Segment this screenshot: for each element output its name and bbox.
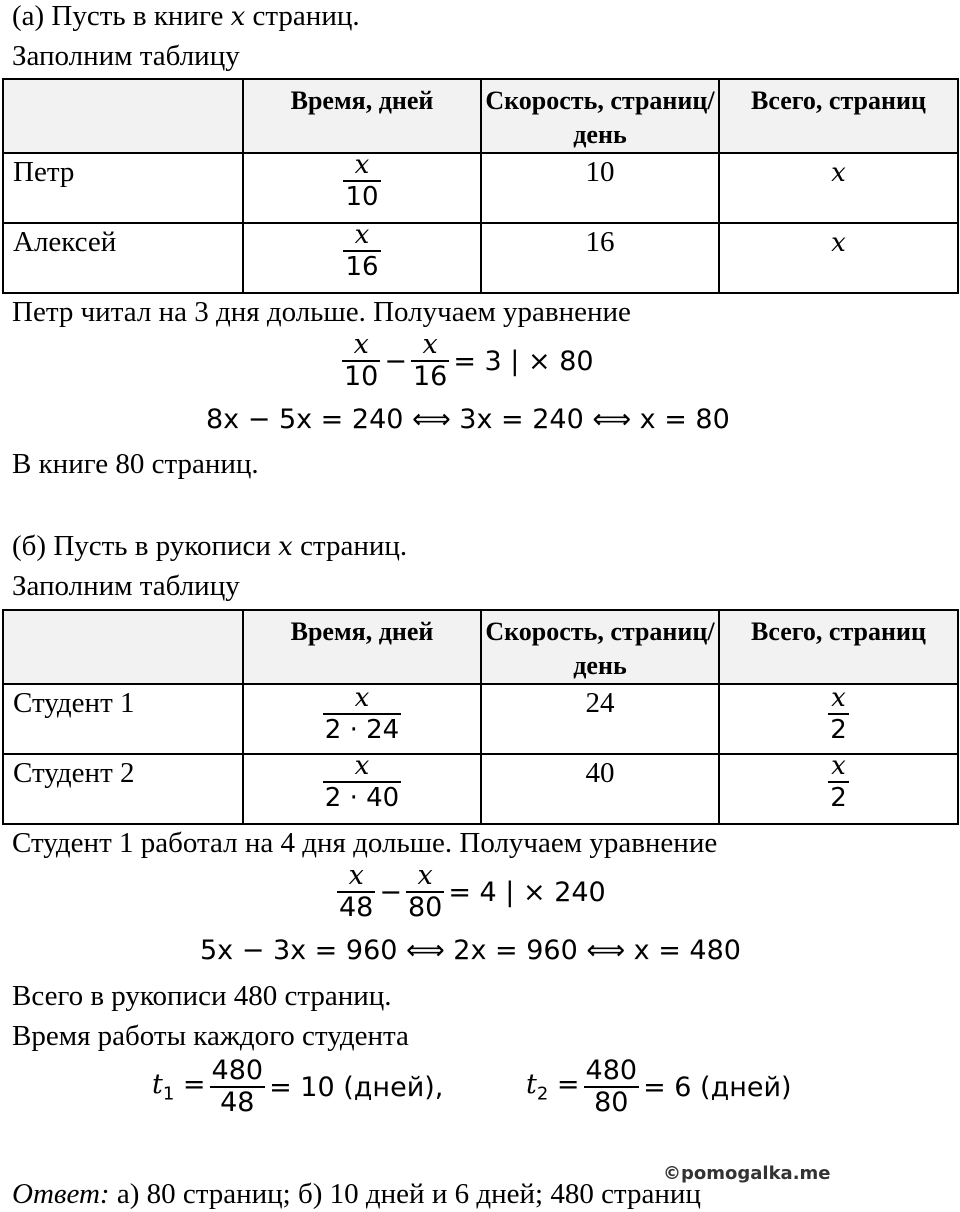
table-a-row-1-time: $\frac{x}{10}$ xyxy=(243,153,481,223)
part-b-fill-table: Заполним таблицу xyxy=(12,570,240,602)
part-b-work-time: Время работы каждого студента xyxy=(12,1020,409,1052)
table-a-row-1-name: Петр xyxy=(3,153,243,223)
table-b xyxy=(2,609,959,825)
part-a-variable: x xyxy=(230,2,246,32)
table-b-row-1-speed: 24 xyxy=(481,684,719,754)
table-b-row-2-total: $\frac{x}{2}$ xyxy=(719,754,958,824)
answer-text: а) 80 страниц; б) 10 дней и 6 дней; 480 страниц xyxy=(109,1178,701,1210)
table-b-header-speed: Скорость, страниц/день xyxy=(481,610,719,684)
part-a-fill-table: Заполним таблицу xyxy=(12,40,240,72)
part-b-condition: Студент 1 работал на 4 дня дольше. Получаем уравнение xyxy=(12,827,718,859)
table-b-row-1-time: $\frac{x}{2 \cdot 24}$ xyxy=(243,684,481,754)
part-a-equation-2: 8x − 5x = 240 ⟺ 3x = 240 ⟺ x = 80 xyxy=(206,404,730,435)
part-b-intro-suffix: страниц. xyxy=(292,530,408,562)
table-b-header-total: Всего, страниц xyxy=(719,610,958,684)
part-b-equation-1: $\frac{x}{48}$ − $\frac{x}{80}$ = 4 | × 240 xyxy=(339,860,606,923)
part-b-equation-2: 5x − 3x = 960 ⟺ 2x = 960 ⟺ x = 480 xyxy=(200,935,741,966)
part-b-t1-equation: $t_1$ = $\frac{480}{48}$ = 10 (дней), xyxy=(152,1055,444,1118)
table-a-row-1-speed: 10 xyxy=(481,153,719,223)
table-a-row-2-speed: 16 xyxy=(481,223,719,293)
answer-line xyxy=(12,1178,701,1210)
part-a-result: В книге 80 страниц. xyxy=(12,448,259,480)
table-row xyxy=(3,754,958,824)
table-a-row-2-name: Алексей xyxy=(3,223,243,293)
part-a-condition: Петр читал на 3 дня дольше. Получаем уравнение xyxy=(12,296,631,328)
table-b-header-row xyxy=(3,610,958,684)
table-a-row-1-total: x xyxy=(719,153,958,223)
part-a-equation-1: $\frac{x}{10}$ − $\frac{x}{16}$ = 3 | × 80 xyxy=(344,329,594,392)
part-b-t2-equation: $t_2$ = $\frac{480}{80}$ = 6 (дней) xyxy=(526,1055,792,1118)
part-a-intro-suffix: страниц. xyxy=(245,0,360,32)
part-b-intro xyxy=(12,530,407,563)
table-b-row-1-total: $\frac{x}{2}$ xyxy=(719,684,958,754)
table-b-row-1-name: Студент 1 xyxy=(3,684,243,754)
table-b-row-2-time: $\frac{x}{2 \cdot 40}$ xyxy=(243,754,481,824)
table-b-row-2-speed: 40 xyxy=(481,754,719,824)
table-a-header-speed: Скорость, страниц/день xyxy=(481,79,719,153)
table-row xyxy=(3,223,958,293)
watermark: ©pomogalka.me xyxy=(663,1163,831,1184)
part-b-result: Всего в рукописи 480 страниц. xyxy=(12,980,392,1012)
part-b-intro-prefix: (б) Пусть в рукописи xyxy=(12,530,279,562)
table-b-row-2-name: Студент 2 xyxy=(3,754,243,824)
table-b-header-time: Время, дней xyxy=(243,610,481,684)
table-a-row-2-total: x xyxy=(719,223,958,293)
table-a-header-time: Время, дней xyxy=(243,79,481,153)
answer-label: Ответ: xyxy=(12,1178,110,1210)
part-a-intro-prefix: (а) Пусть в книге xyxy=(12,0,231,32)
table-a-corner xyxy=(3,79,243,153)
table-a xyxy=(2,78,959,294)
table-a-header-total: Всего, страниц xyxy=(719,79,958,153)
part-a-intro xyxy=(12,0,360,33)
table-a-row-2-time: $\frac{x}{16}$ xyxy=(243,223,481,293)
part-b-variable: x xyxy=(278,532,293,562)
table-row xyxy=(3,153,958,223)
table-row xyxy=(3,684,958,754)
table-b-corner xyxy=(3,610,243,684)
table-a-header-row xyxy=(3,79,958,153)
